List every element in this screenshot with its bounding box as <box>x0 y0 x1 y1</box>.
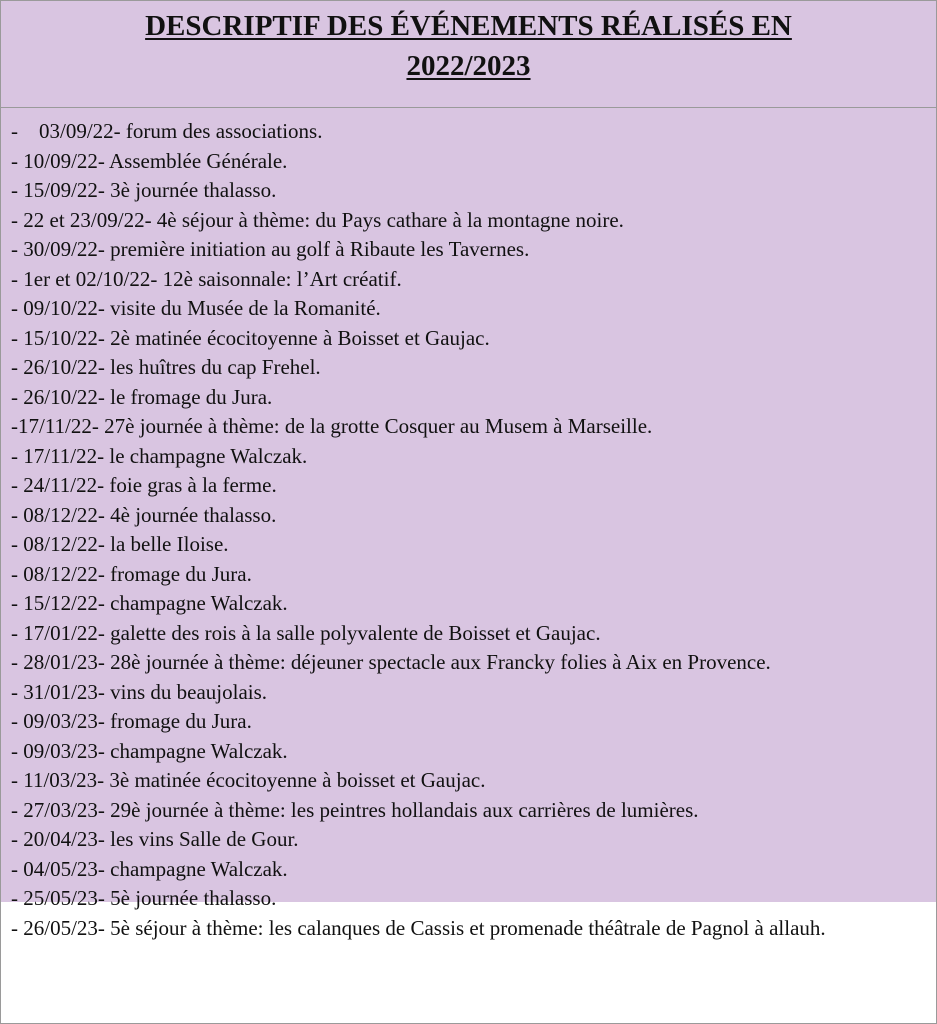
event-item: - 26/05/23- 5è séjour à thème: les calanques de Cassis et promenade théâtrale de Pagnol à allauh. <box>11 915 826 940</box>
title-block <box>1 1 936 108</box>
event-item: - 24/11/22- foie gras à la ferme. <box>11 473 277 497</box>
event-item: -17/11/22- 27è journée à thème: de la grotte Cosquer au Musem à Marseille. <box>11 414 653 438</box>
event-item: - 17/01/22- galette des rois à la salle polyvalente de Boisset et Gaujac. <box>11 620 601 645</box>
event-item: - 25/05/23- 5è journée thalasso. <box>11 886 277 910</box>
event-item: - 26/10/22- les huîtres du cap Frehel. <box>11 355 321 379</box>
event-item: - 08/12/22- fromage du Jura. <box>11 561 252 586</box>
event-item: - 11/03/23- 3è matinée écocitoyenne à boisset et Gaujac. <box>11 768 486 792</box>
event-item: - 09/03/23- champagne Walczak. <box>11 738 288 763</box>
event-item: - 08/12/22- la belle Iloise. <box>11 532 229 556</box>
event-item: - 15/10/22- 2è matinée écocitoyenne à Boisset et Gaujac. <box>11 325 490 350</box>
event-item: - 17/11/22- le champagne Walczak. <box>11 443 308 468</box>
event-item: - 03/09/22- forum des associations. <box>11 119 323 143</box>
event-item: - 1er et 02/10/22- 12è saisonnale: l’Art créatif. <box>11 266 402 291</box>
event-item: - 31/01/23- vins du beaujolais. <box>11 679 268 704</box>
document-title-line-1: DESCRIPTIF DES ÉVÉNEMENTS RÉALISÉS EN <box>145 10 792 42</box>
event-item: - 09/03/23- fromage du Jura. <box>11 709 252 733</box>
event-item: - 15/09/22- 3è journée thalasso. <box>11 178 277 202</box>
event-item: - 09/10/22- visite du Musée de la Romanité. <box>11 296 381 320</box>
event-item: - 28/01/23- 28è journée à thème: déjeuner spectacle aux Francky folies à Aix en Provence. <box>11 650 771 674</box>
event-item: - 04/05/23- champagne Walczak. <box>11 856 288 881</box>
event-item: - 22 et 23/09/22- 4è séjour à thème: du Pays cathare à la montagne noire. <box>11 207 624 232</box>
event-item: - 15/12/22- champagne Walczak. <box>11 591 288 615</box>
event-item: - 30/09/22- première initiation au golf à Ribaute les Tavernes. <box>11 237 530 261</box>
event-item: - 26/10/22- le fromage du Jura. <box>11 384 273 409</box>
event-item: - 08/12/22- 4è journée thalasso. <box>11 502 277 527</box>
event-item: - 27/03/23- 29è journée à thème: les peintres hollandais aux carrières de lumières. <box>11 797 699 822</box>
event-item: - 10/09/22- Assemblée Générale. <box>11 148 288 173</box>
event-item: - 20/04/23- les vins Salle de Gour. <box>11 827 299 851</box>
events-list <box>11 117 916 943</box>
document-title-line-2: 2022/2023 <box>406 50 531 82</box>
